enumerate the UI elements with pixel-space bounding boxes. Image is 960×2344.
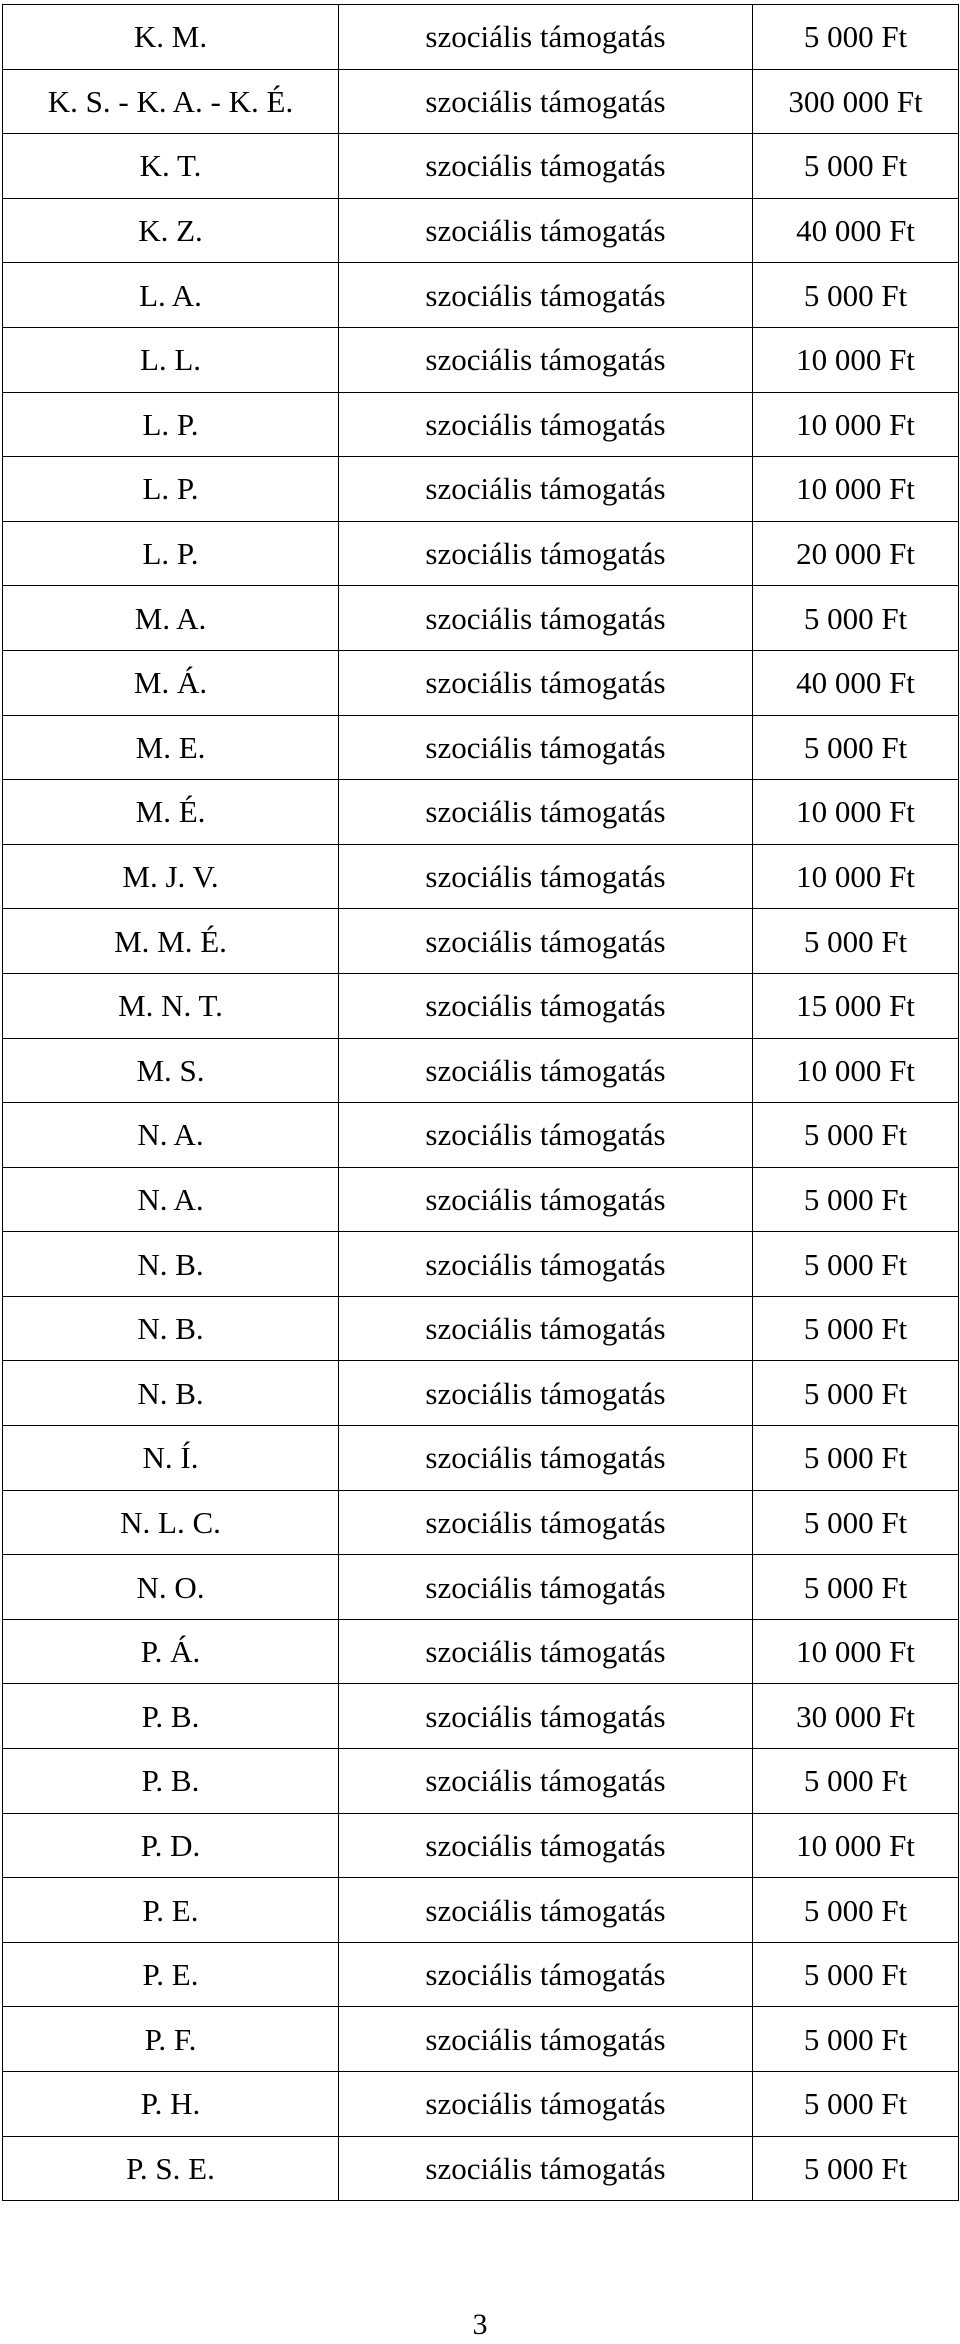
recipient-cell: N. O. [3,1555,339,1620]
grant-type-cell: szociális támogatás [339,1361,753,1426]
grant-type-cell: szociális támogatás [339,69,753,134]
grant-type-cell: szociális támogatás [339,1232,753,1297]
grant-type-cell: szociális támogatás [339,909,753,974]
recipient-cell: M. N. T. [3,973,339,1038]
amount-cell: 10 000 Ft [753,457,959,522]
amount-cell: 5 000 Ft [753,263,959,328]
amount-cell: 5 000 Ft [753,909,959,974]
table-row [3,1296,959,1361]
amount-cell: 10 000 Ft [753,780,959,845]
amount-cell: 5 000 Ft [753,586,959,651]
grant-type-cell: szociális támogatás [339,134,753,199]
amount-cell: 300 000 Ft [753,69,959,134]
table-row [3,134,959,199]
recipient-cell: L. P. [3,521,339,586]
table-row [3,2007,959,2072]
recipient-cell: M. E. [3,715,339,780]
amount-cell: 10 000 Ft [753,844,959,909]
grant-type-cell: szociális támogatás [339,1684,753,1749]
recipient-cell: N. B. [3,1296,339,1361]
amount-cell: 5 000 Ft [753,2072,959,2137]
amount-cell: 5 000 Ft [753,1167,959,1232]
table-row [3,263,959,328]
recipient-cell: M. Á. [3,650,339,715]
table-row [3,715,959,780]
grant-type-cell: szociális támogatás [339,1619,753,1684]
grant-type-cell: szociális támogatás [339,457,753,522]
recipient-cell: L. P. [3,392,339,457]
amount-cell: 5 000 Ft [753,1361,959,1426]
grant-type-cell: szociális támogatás [339,198,753,263]
recipient-cell: K. M. [3,5,339,70]
recipient-cell: P. F. [3,2007,339,2072]
recipient-cell: N. A. [3,1103,339,1168]
table-row [3,521,959,586]
table-row [3,1813,959,1878]
table-row [3,1038,959,1103]
grant-type-cell: szociális támogatás [339,1426,753,1491]
table-row [3,1942,959,2007]
amount-cell: 5 000 Ft [753,1296,959,1361]
grant-type-cell: szociális támogatás [339,2136,753,2201]
amount-cell: 5 000 Ft [753,2136,959,2201]
table-row [3,392,959,457]
recipient-cell: P. E. [3,1942,339,2007]
amount-cell: 5 000 Ft [753,1878,959,1943]
table-row [3,1361,959,1426]
amount-cell: 5 000 Ft [753,2007,959,2072]
amount-cell: 5 000 Ft [753,134,959,199]
recipient-cell: L. L. [3,327,339,392]
recipient-cell: M. É. [3,780,339,845]
grant-type-cell: szociális támogatás [339,521,753,586]
grant-type-cell: szociális támogatás [339,1878,753,1943]
table-row [3,69,959,134]
recipient-cell: P. B. [3,1684,339,1749]
amount-cell: 40 000 Ft [753,198,959,263]
grant-type-cell: szociális támogatás [339,1555,753,1620]
table-row [3,1490,959,1555]
table-row [3,457,959,522]
page-number: 3 [472,2308,488,2341]
grant-type-cell: szociális támogatás [339,1296,753,1361]
table-row [3,327,959,392]
recipient-cell: N. A. [3,1167,339,1232]
table-row [3,2136,959,2201]
recipient-cell: P. Á. [3,1619,339,1684]
amount-cell: 5 000 Ft [753,1426,959,1491]
amount-cell: 10 000 Ft [753,1813,959,1878]
amount-cell: 10 000 Ft [753,1038,959,1103]
grant-type-cell: szociális támogatás [339,1749,753,1814]
recipient-cell: P. S. E. [3,2136,339,2201]
grant-type-cell: szociális támogatás [339,715,753,780]
amount-cell: 5 000 Ft [753,715,959,780]
table-row [3,1555,959,1620]
table-row [3,844,959,909]
grant-type-cell: szociális támogatás [339,586,753,651]
amount-cell: 5 000 Ft [753,1232,959,1297]
grant-type-cell: szociális támogatás [339,5,753,70]
amount-cell: 5 000 Ft [753,1490,959,1555]
grant-type-cell: szociális támogatás [339,2072,753,2137]
recipient-cell: M. A. [3,586,339,651]
recipient-cell: K. T. [3,134,339,199]
table-row [3,2072,959,2137]
recipient-cell: L. P. [3,457,339,522]
grant-type-cell: szociális támogatás [339,2007,753,2072]
amount-cell: 10 000 Ft [753,327,959,392]
grant-type-cell: szociális támogatás [339,327,753,392]
recipient-cell: M. M. É. [3,909,339,974]
grants-table-body [3,5,959,2201]
table-row [3,909,959,974]
recipient-cell: P. B. [3,1749,339,1814]
amount-cell: 5 000 Ft [753,5,959,70]
grant-type-cell: szociális támogatás [339,1167,753,1232]
table-row [3,198,959,263]
grant-type-cell: szociális támogatás [339,844,753,909]
amount-cell: 5 000 Ft [753,1103,959,1168]
table-row [3,1232,959,1297]
table-row [3,1619,959,1684]
amount-cell: 10 000 Ft [753,392,959,457]
grant-type-cell: szociális támogatás [339,1942,753,2007]
table-row [3,5,959,70]
table-row [3,1749,959,1814]
recipient-cell: K. Z. [3,198,339,263]
amount-cell: 15 000 Ft [753,973,959,1038]
recipient-cell: N. B. [3,1361,339,1426]
table-row [3,1426,959,1491]
recipient-cell: N. L. C. [3,1490,339,1555]
grant-type-cell: szociális támogatás [339,1813,753,1878]
recipient-cell: M. J. V. [3,844,339,909]
amount-cell: 30 000 Ft [753,1684,959,1749]
table-row [3,1167,959,1232]
amount-cell: 40 000 Ft [753,650,959,715]
amount-cell: 5 000 Ft [753,1942,959,2007]
grant-type-cell: szociális támogatás [339,1103,753,1168]
table-row [3,973,959,1038]
amount-cell: 5 000 Ft [753,1555,959,1620]
recipient-cell: P. H. [3,2072,339,2137]
amount-cell: 10 000 Ft [753,1619,959,1684]
table-row [3,780,959,845]
grant-type-cell: szociális támogatás [339,780,753,845]
grant-type-cell: szociális támogatás [339,1490,753,1555]
recipient-cell: P. D. [3,1813,339,1878]
grants-table [2,4,959,2201]
recipient-cell: N. B. [3,1232,339,1297]
table-row [3,1103,959,1168]
grant-type-cell: szociális támogatás [339,650,753,715]
table-row [3,1878,959,1943]
recipient-cell: L. A. [3,263,339,328]
recipient-cell: N. Í. [3,1426,339,1491]
recipient-cell: P. E. [3,1878,339,1943]
table-row [3,650,959,715]
grant-type-cell: szociális támogatás [339,1038,753,1103]
table-row [3,586,959,651]
grant-type-cell: szociális támogatás [339,392,753,457]
grant-type-cell: szociális támogatás [339,263,753,328]
grant-type-cell: szociális támogatás [339,973,753,1038]
amount-cell: 5 000 Ft [753,1749,959,1814]
table-row [3,1684,959,1749]
recipient-cell: M. S. [3,1038,339,1103]
amount-cell: 20 000 Ft [753,521,959,586]
recipient-cell: K. S. - K. A. - K. É. [3,69,339,134]
